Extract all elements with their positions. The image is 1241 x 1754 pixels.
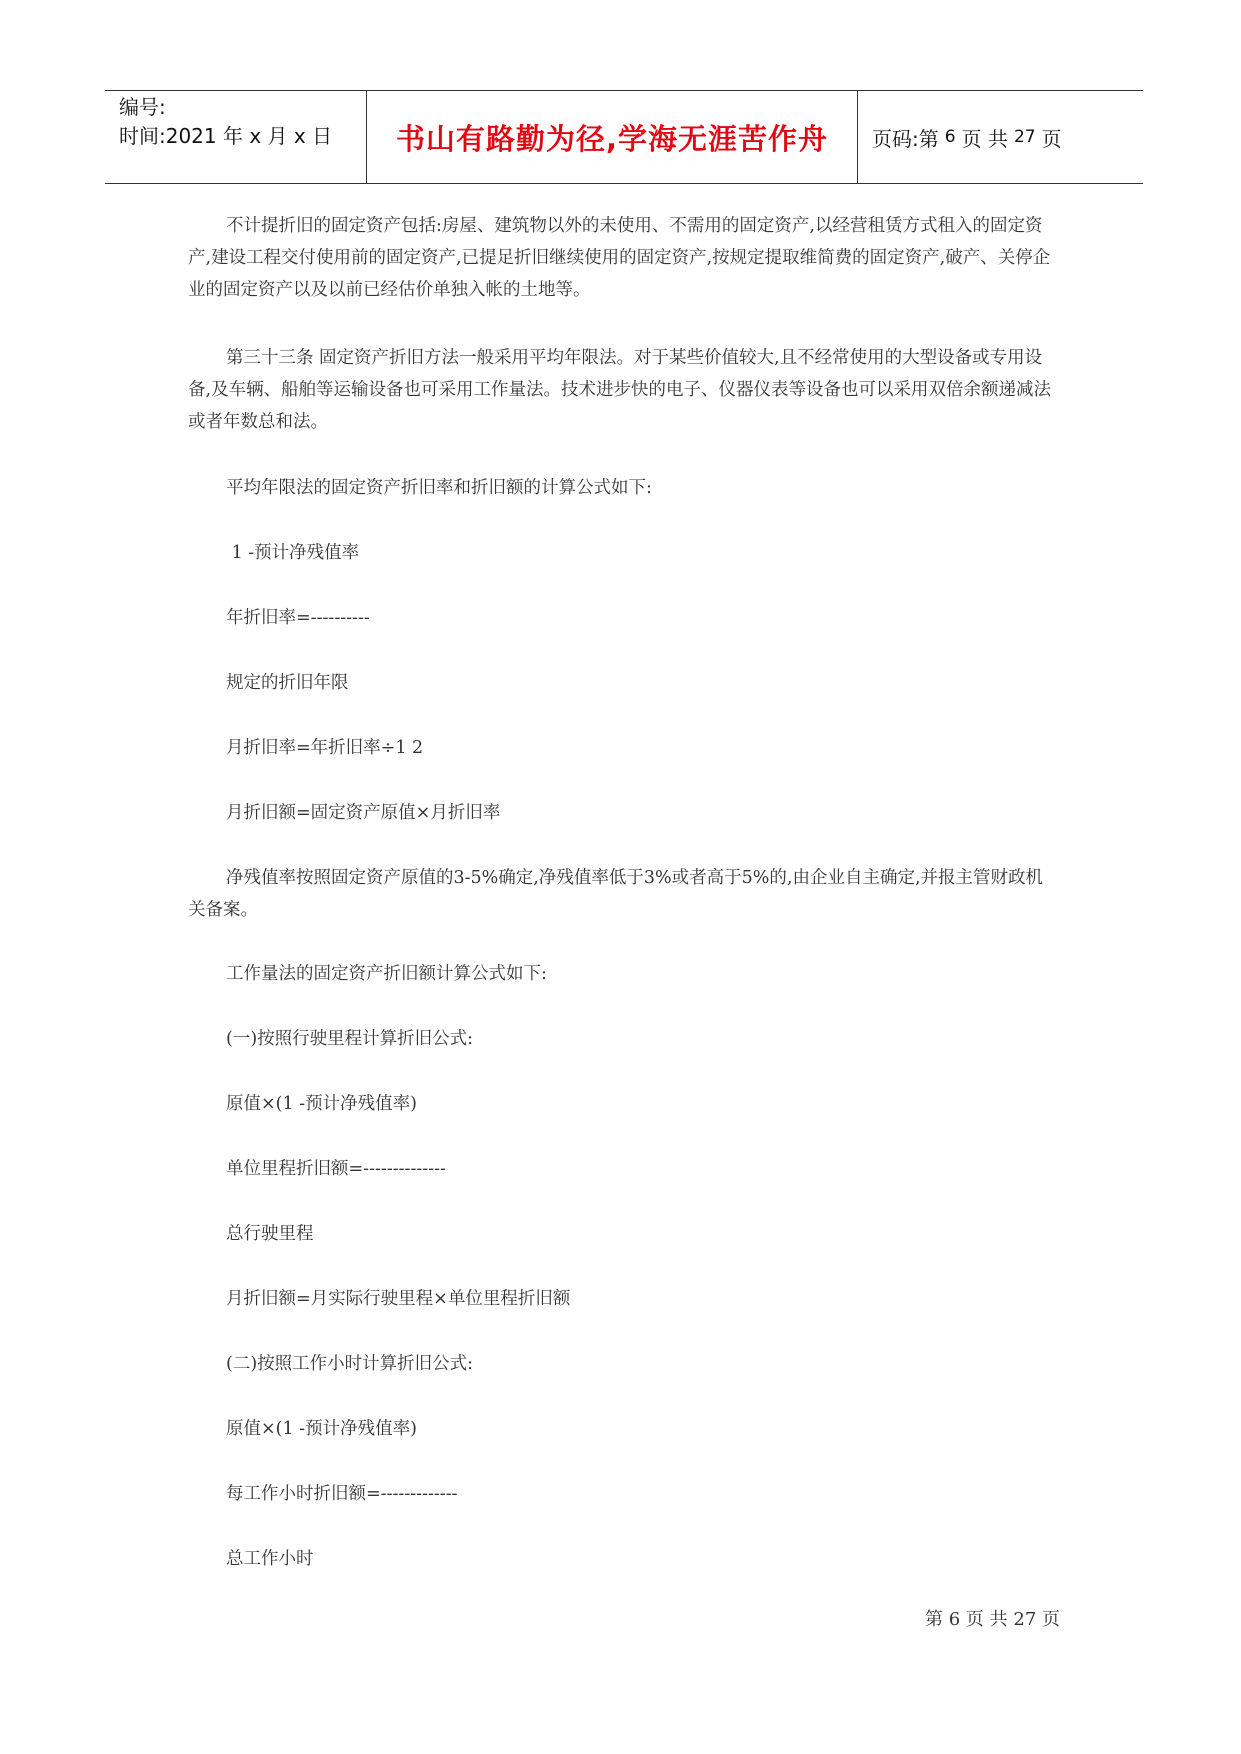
formula-hourly: 每工作小时折旧额=------------- — [226, 1484, 458, 1504]
formula-annual-rate: 年折旧率=---------- — [226, 608, 370, 628]
formula-monthly-amount: 月折旧额=固定资产原值×月折旧率 — [226, 803, 501, 823]
paragraph-nondepreciable-assets: 不计提折旧的固定资产包括:房屋、建筑物以外的未使用、不需用的固定资产,以经营租赁方式租入的固定资产,建设工程交付使用前的固定资产,已提足折旧继续使用的固定资产,按规定提取维简费的固定资产,破产、关停企业的固定资产以及以前已经估价单独入帐的土地等。 — [188, 216, 1051, 300]
header-page-info — [858, 91, 1143, 183]
paragraph-residual-rate: 净残值率按照固定资产原值的3-5%确定,净残值率低于3%或者高于5%的,由企业自主确定,并报主管财政机关备案。 — [188, 868, 1044, 920]
line-straight-line-intro: 平均年限法的固定资产折旧率和折旧额的计算公式如下: — [226, 478, 652, 498]
formula-numerator-2: 原值×(1 -预计净残值率) — [226, 1094, 417, 1114]
formula-numerator-1: 1 -预计净残值率 — [226, 543, 360, 563]
formula-denominator-3: 总工作小时 — [226, 1549, 314, 1569]
page-mid-label: 页 共 — [961, 126, 1008, 151]
header-motto: 书山有路勤为径,学海无涯苦作舟 — [367, 91, 858, 183]
formula-denominator-1: 规定的折旧年限 — [226, 673, 349, 693]
page-footer: 第 6 页 共 27 页 — [925, 1609, 1060, 1630]
time-label: 时间:2021 年 x 月 x 日 — [119, 124, 333, 148]
doc-number-label: 编号: — [119, 95, 166, 119]
line-mileage-heading: (一)按照行驶里程计算折旧公式: — [226, 1029, 474, 1049]
formula-monthly-mileage: 月折旧额=月实际行驶里程×单位里程折旧额 — [226, 1289, 571, 1309]
page-suffix: 页 — [1041, 126, 1062, 151]
page-header — [105, 90, 1143, 184]
formula-numerator-3: 原值×(1 -预计净残值率) — [226, 1419, 417, 1439]
line-hours-heading: (二)按照工作小时计算折旧公式: — [226, 1354, 474, 1374]
formula-denominator-2: 总行驶里程 — [226, 1224, 314, 1244]
line-units-method-intro: 工作量法的固定资产折旧额计算公式如下: — [226, 964, 547, 984]
page-label: 页码:第 — [872, 126, 939, 151]
formula-unit-mileage: 单位里程折旧额=-------------- — [226, 1159, 446, 1179]
page-number: 6 — [944, 127, 956, 147]
header-meta — [105, 91, 367, 183]
page-total: 27 — [1013, 127, 1036, 147]
paragraph-article-33: 第三十三条 固定资产折旧方法一般采用平均年限法。对于某些价值较大,且不经常使用的大型设备或专用设备,及车辆、船舶等运输设备也可采用工作量法。技术进步快的电子、仪器仪表等设备也可以采用双倍余额递减法或者年数总和法。 — [188, 348, 1052, 432]
formula-monthly-rate: 月折旧率=年折旧率÷1 2 — [226, 738, 424, 758]
